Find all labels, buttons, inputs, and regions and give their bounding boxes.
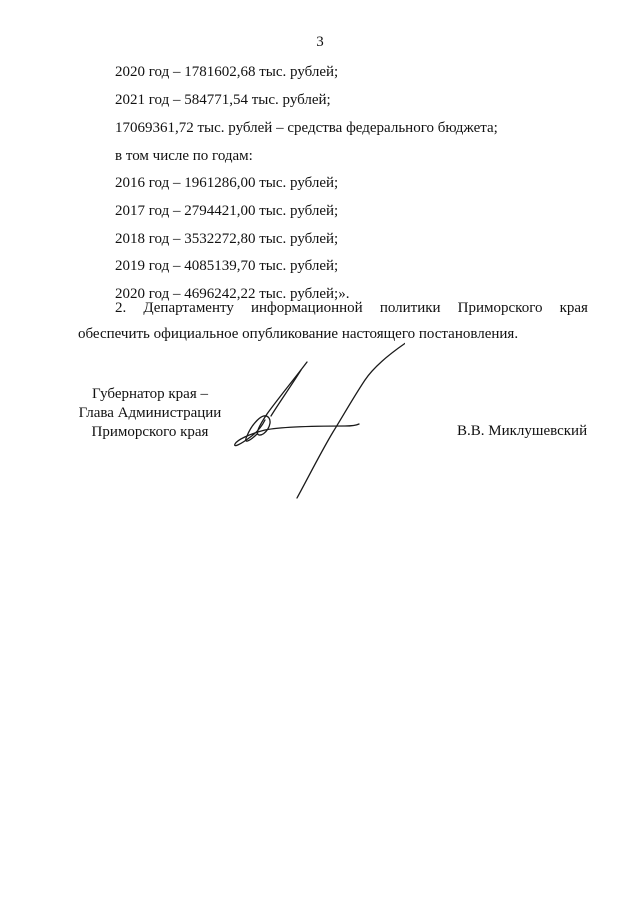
signatory-title xyxy=(70,385,230,442)
signatory-name: В.В. Миклушевский xyxy=(457,423,588,439)
federal-budget-total: 17069361,72 тыс. рублей – средства федерального бюджета; xyxy=(115,120,498,136)
paragraph-word: края xyxy=(559,300,588,316)
federal-line-2019: 2019 год – 4085139,70 тыс. рублей; xyxy=(115,258,339,274)
federal-line-2016: 2016 год – 1961286,00 тыс. рублей; xyxy=(115,175,339,191)
by-years-heading: в том числе по годам: xyxy=(115,148,253,164)
federal-line-2018: 2018 год – 3532272,80 тыс. рублей; xyxy=(115,231,339,247)
paragraph-word: Департаменту xyxy=(143,300,234,316)
paragraph-word: Приморского xyxy=(457,300,543,316)
signatory-title-line: Глава Администрации xyxy=(78,405,222,421)
funding-line-2021: 2021 год – 584771,54 тыс. рублей; xyxy=(115,92,331,108)
signatory-title-line: Губернатор края – xyxy=(92,386,208,402)
paragraph-word: политики xyxy=(379,300,441,316)
page-number: 3 xyxy=(316,34,324,50)
federal-line-2020: 2020 год – 4696242,22 тыс. рублей;». xyxy=(115,286,350,302)
signatory-title-line: Приморского края xyxy=(91,424,209,440)
handwritten-signature xyxy=(225,330,405,505)
paragraph-word: информационной xyxy=(250,300,363,316)
funding-line-2020: 2020 год – 1781602,68 тыс. рублей; xyxy=(115,64,339,80)
paragraph-2-first-line xyxy=(78,296,588,320)
federal-line-2017: 2017 год – 2794421,00 тыс. рублей; xyxy=(115,203,339,219)
paragraph-2-continuation: обеспечить официальное опубликование настоящего постановления. xyxy=(78,326,519,342)
paragraph-number: 2. xyxy=(115,300,127,316)
